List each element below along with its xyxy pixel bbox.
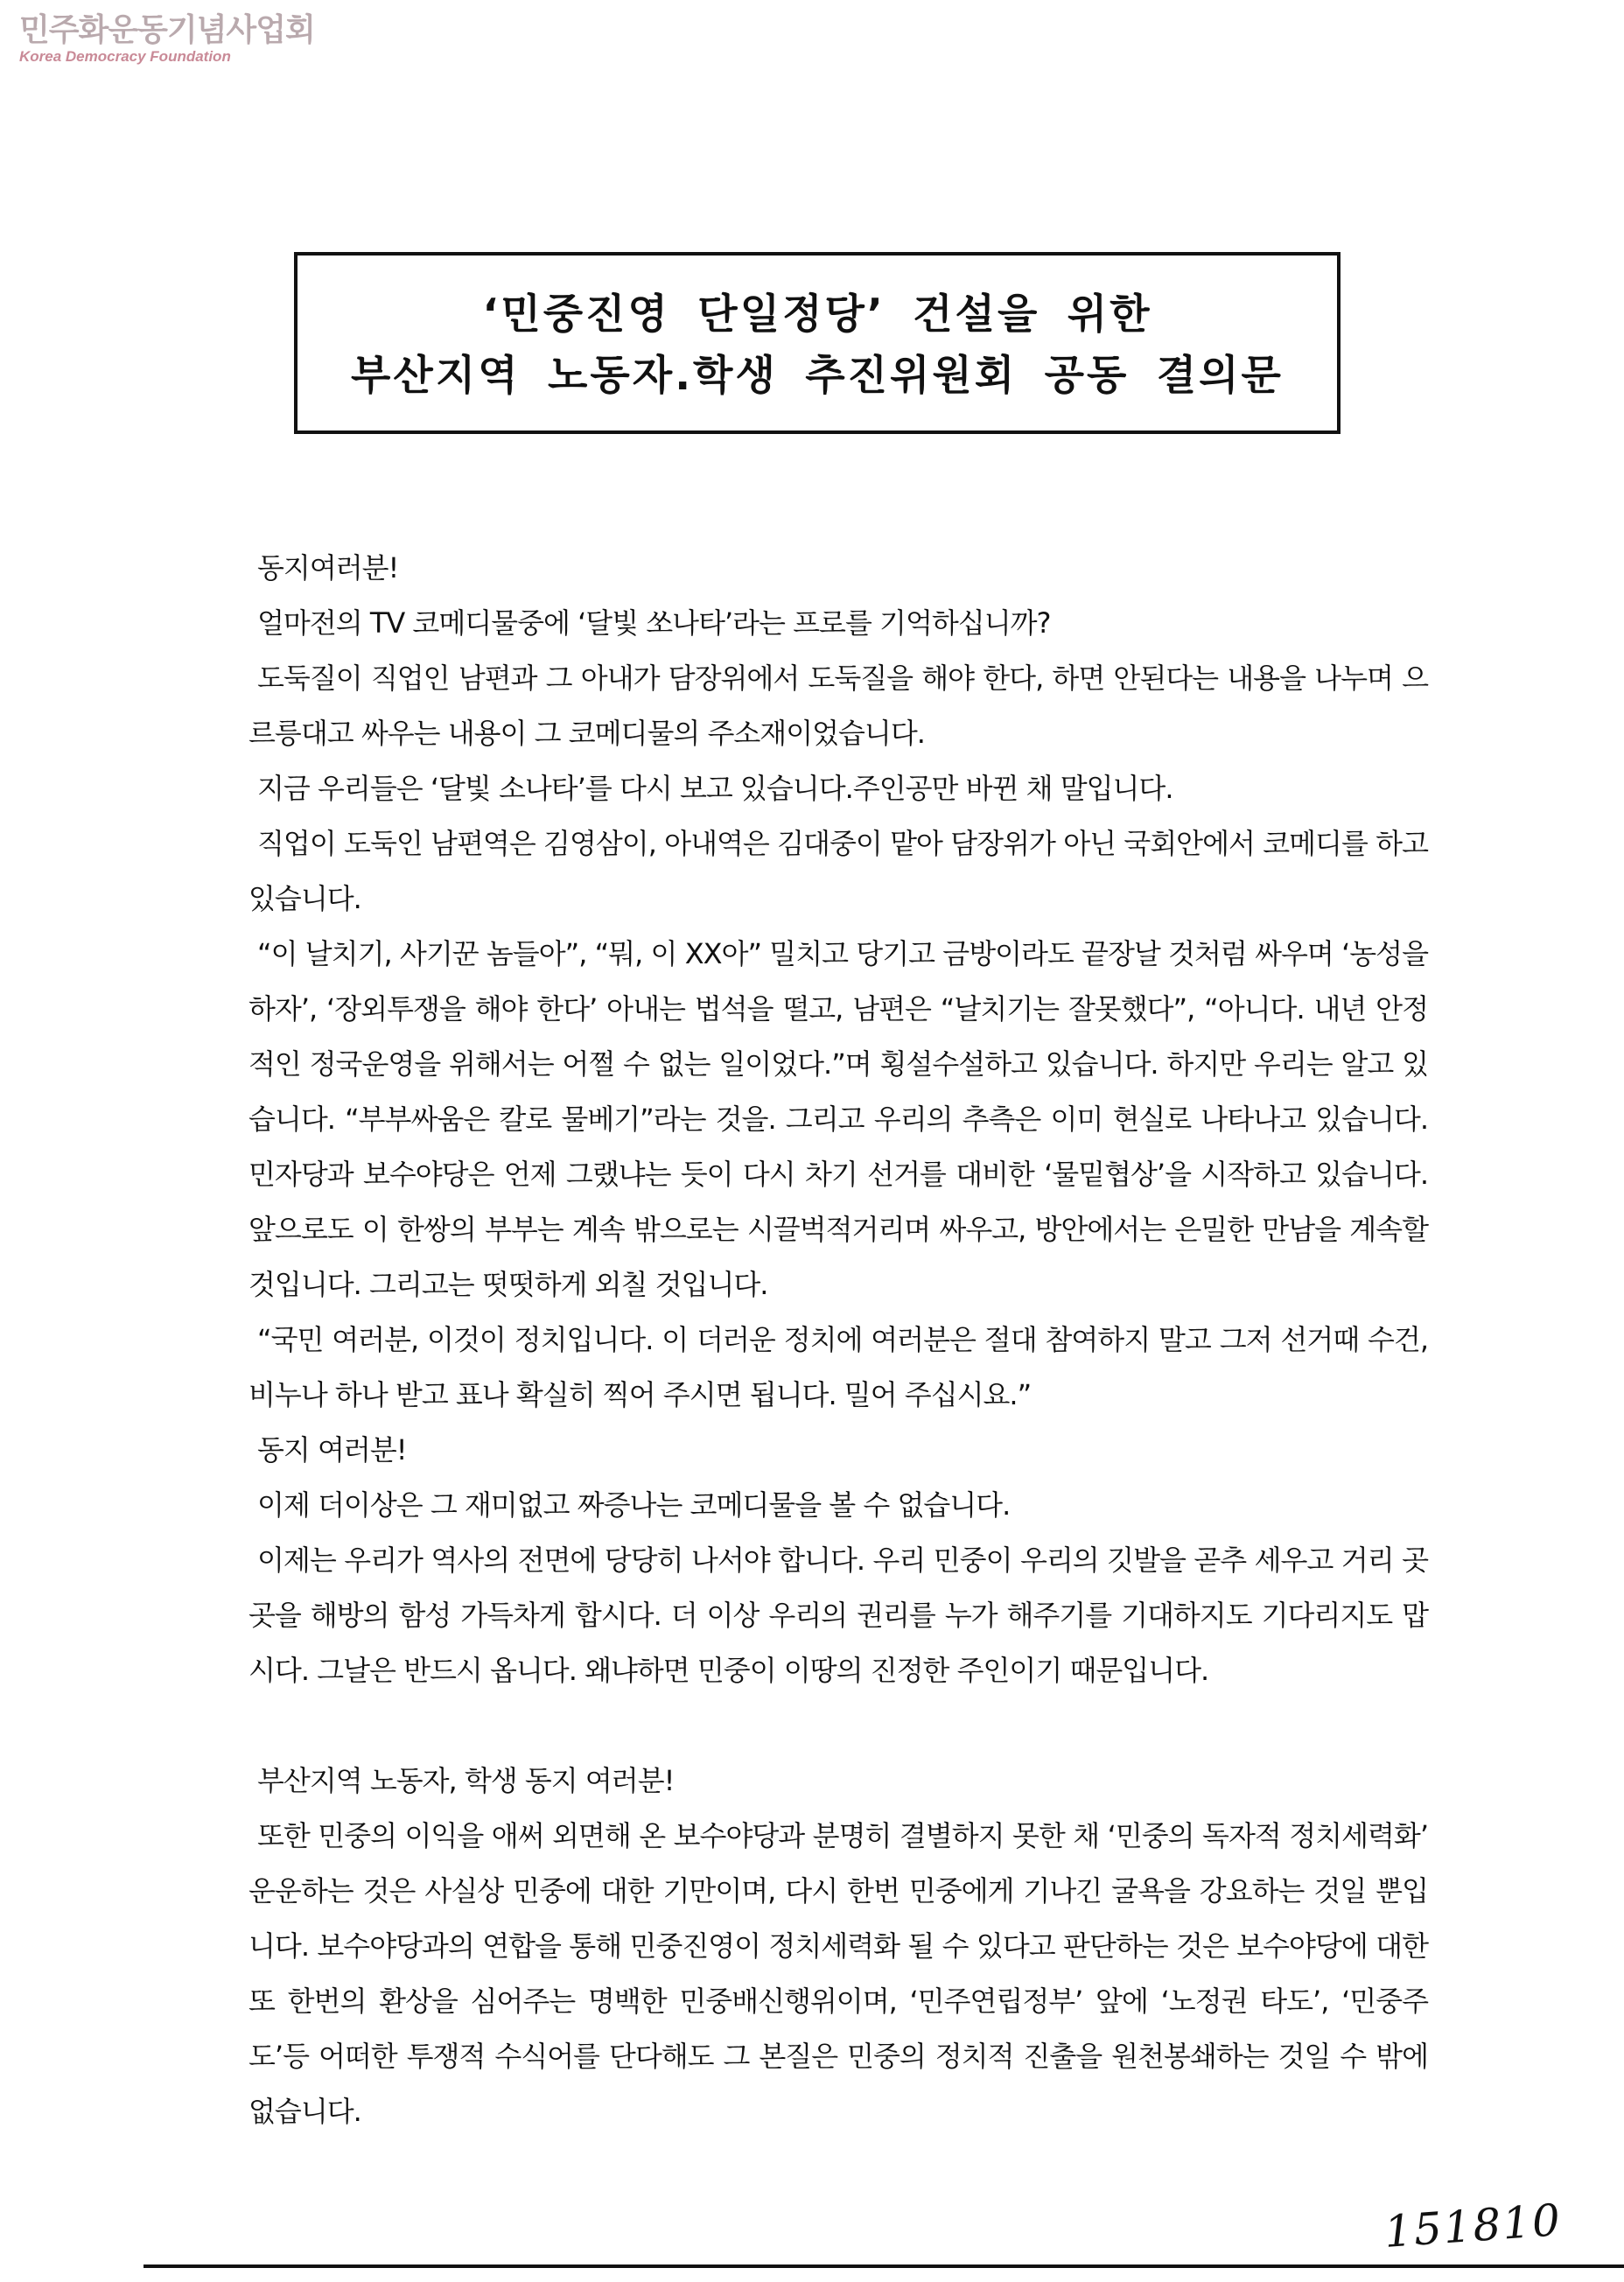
paragraph: 이제 더이상은 그 재미없고 짜증나는 코메디물을 볼 수 없습니다.: [257, 1488, 1011, 1522]
paragraph: “국민 여러분, 이것이 정치입니다. 이 더러운 정치에 여러분은 절대 참여하지 말고 그저 선거때 수건, 비누나 하나 받고 표나 확실히 찍어 주시면 됩니다. 밀어 주십시요.”: [248, 1323, 1428, 1411]
title-line-2: 부산지역 노동자.학생 추진위원회 공동 결의문: [351, 352, 1284, 400]
watermark: [19, 12, 315, 66]
document-body: [248, 541, 1428, 2139]
watermark-korean: 민주화운동기념사업회: [19, 12, 315, 48]
paragraph: 이제는 우리가 역사의 전면에 당당히 나서야 합니다. 우리 민중이 우리의 깃발을 곧추 세우고 거리 곳곳을 해방의 함성 가득차게 합시다. 더 이상 우리의 권리를 누가 해주기를 기대하지도 기다리지도 맙시다. 그날은 반드시 옵니다. 왜냐하면 민중이 이땅의 진정한 주인이기 때문입니다.: [248, 1544, 1428, 1687]
title-line-1: ‘민중진영 단일정당’ 건설을 위한: [482, 290, 1152, 339]
handwritten-page-number: 151810: [1382, 2194, 1564, 2258]
bottom-divider: [144, 2264, 1624, 2268]
paragraph: 동지여러분!: [257, 551, 399, 584]
paragraph: 직업이 도둑인 남편역은 김영삼이, 아내역은 김대중이 맡아 담장위가 아닌 국회안에서 코메디를 하고 있습니다.: [248, 827, 1428, 915]
paragraph: 도둑질이 직업인 남편과 그 아내가 담장위에서 도둑질을 해야 한다, 하면 안된다는 내용을 나누며 으르릉대고 싸우는 내용이 그 코메디물의 주소재이었습니다.: [248, 662, 1428, 750]
title-box: [294, 252, 1340, 434]
paragraph: 또한 민중의 이익을 애써 외면해 온 보수야당과 분명히 결별하지 못한 채 ‘민중의 독자적 정치세력화’ 운운하는 것은 사실상 민중에 대한 기만이며, 다시 한번 민중에게 기나긴 굴욕을 강요하는 것일 뿐입니다. 보수야당과의 연합을 통해 민중진영이 정치세력화 될 수 있다고 판단하는 것은 보수야당에 대한 또 한번의 환상을 심어주는 명백한 민중배신행위이며, ‘민주연립정부’ 앞에 ‘노정권 타도’, ‘민중주도’등 어떠한 투쟁적 수식어를 단다해도 그 본질은 민중의 정치적 진출을 원천봉쇄하는 것일 수 밖에 없습니다.: [248, 1819, 1428, 2128]
paragraph: 동지 여러분!: [257, 1433, 407, 1466]
paragraph: “이 날치기, 사기꾼 놈들아”, “뭐, 이 XX아” 밀치고 당기고 금방이라도 끝장날 것처럼 싸우며 ‘농성을 하자’, ‘장외투쟁을 해야 한다’ 아내는 법석을 떨고, 남편은 “날치기는 잘못했다”, “아니다. 내년 안정적인 정국운영을 위해서는 어쩔 수 없는 일이었다.”며 횡설수설하고 있습니다. 하지만 우리는 알고 있습니다. “부부싸움은 칼로 물베기”라는 것을. 그리고 우리의 추측은 이미 현실로 나타나고 있습니다. 민자당과 보수야당은 언제 그랬냐는 듯이 다시 차기 선거를 대비한 ‘물밑협상’을 시작하고 있습니다. 앞으로도 이 한쌍의 부부는 계속 밖으로는 시끌벅적거리며 싸우고, 방안에서는 은밀한 만남을 계속할 것입니다. 그리고는 떳떳하게 외칠 것입니다.: [248, 937, 1428, 1301]
paragraph: 지금 우리들은 ‘달빛 소나타’를 다시 보고 있습니다.주인공만 바뀐 채 말입니다.: [257, 772, 1173, 805]
watermark-english: Korea Democracy Foundation: [19, 48, 231, 65]
paragraph: 부산지역 노동자, 학생 동지 여러분!: [257, 1764, 675, 1797]
paragraph: 얼마전의 TV 코메디물중에 ‘달빛 쏘나타’라는 프로를 기억하십니까?: [257, 606, 1051, 640]
